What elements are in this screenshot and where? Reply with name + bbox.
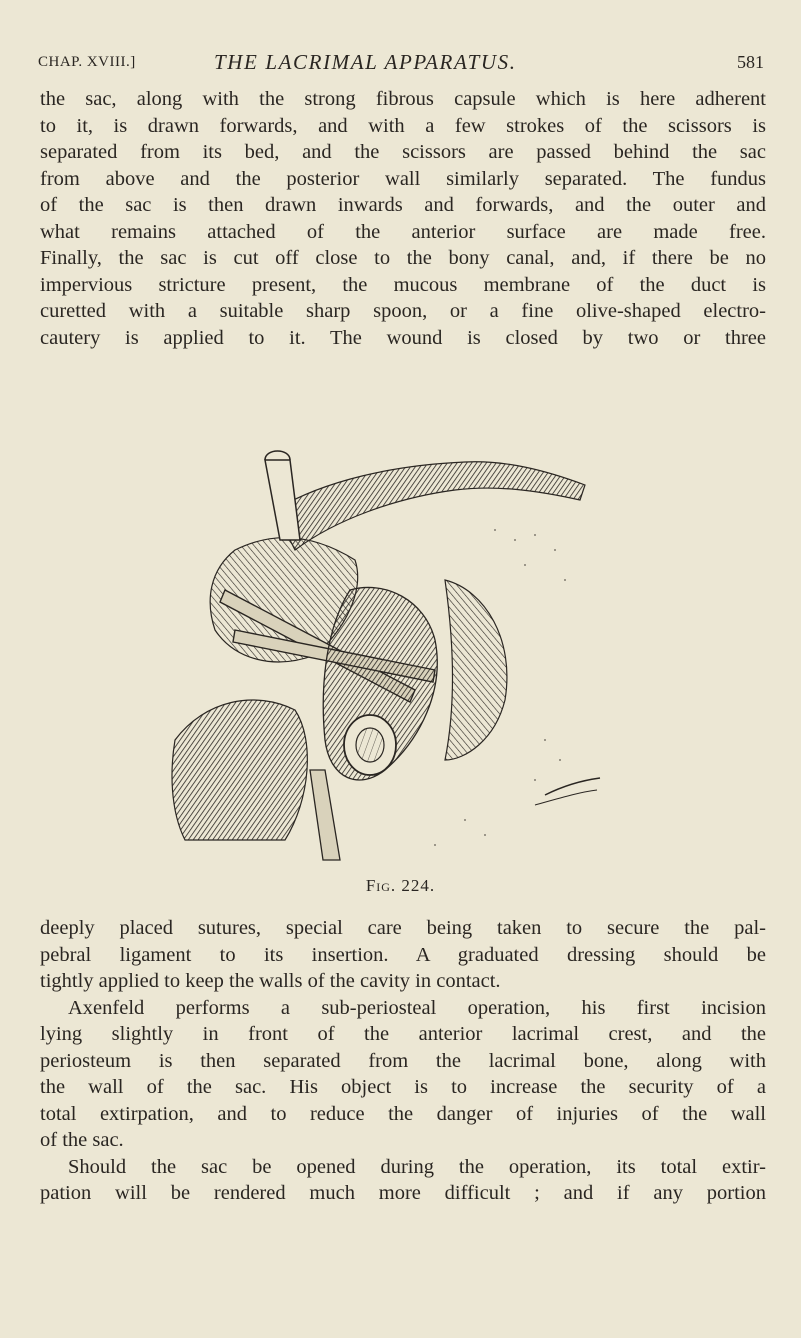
text-line: Should the sac be opened during the operation, its total extir- <box>68 1155 766 1178</box>
text-line: separated from its bed, and the scissors are passed behind the sac <box>40 141 766 163</box>
text-line: pebral ligament to its insertion. A graduated dressing should be <box>40 943 766 966</box>
text-line: cautery is applied to it. The wound is closed by two or three <box>40 326 766 349</box>
text-line: periosteum is then separated from the lacrimal bone, along with <box>40 1049 766 1072</box>
text-line: Axenfeld performs a sub-periosteal operation, his first incision <box>68 996 766 1019</box>
text-line: Finally, the sac is cut off close to the bony canal, and, if there be no <box>40 247 766 269</box>
text-line: pation will be rendered much more difficult ; and if any portion <box>40 1182 766 1204</box>
text-line: curetted with a suitable sharp spoon, or a fine olive-shaped electro- <box>40 300 766 322</box>
text-line: total extirpation, and to reduce the danger of injuries of the wall <box>40 1102 766 1125</box>
text-line: the wall of the sac. His object is to increase the security of a <box>40 1076 766 1098</box>
text-line: deeply placed sutures, special care being taken to secure the pal- <box>40 917 766 939</box>
page-number: 581 <box>737 52 764 72</box>
figure-caption: Fig. 224. <box>365 876 436 895</box>
surgical-illustration <box>165 440 605 868</box>
paragraph-bottom <box>40 915 766 1207</box>
paragraph-top <box>40 86 766 351</box>
text-line: from above and the posterior wall similarly separated. The fundus <box>40 167 766 190</box>
text-line: tightly applied to keep the walls of the cavity in contact. <box>40 970 501 992</box>
chapter-label: CHAP. XVIII.] <box>38 54 136 70</box>
running-title: THE LACRIMAL APPARATUS. <box>214 50 517 74</box>
text-line: lying slightly in front of the anterior lacrimal crest, and the <box>40 1023 766 1045</box>
text-line: to it, is drawn forwards, and with a few strokes of the scissors is <box>40 114 766 137</box>
text-line: impervious stricture present, the mucous membrane of the duct is <box>40 273 766 296</box>
text-line: the sac, along with the strong fibrous capsule which is here adherent <box>40 88 766 110</box>
text-line: of the sac is then drawn inwards and forwards, and the outer and <box>40 194 766 216</box>
text-line: of the sac. <box>40 1129 124 1151</box>
running-header <box>38 50 764 80</box>
text-line: what remains attached of the anterior surface are made free. <box>40 220 766 243</box>
